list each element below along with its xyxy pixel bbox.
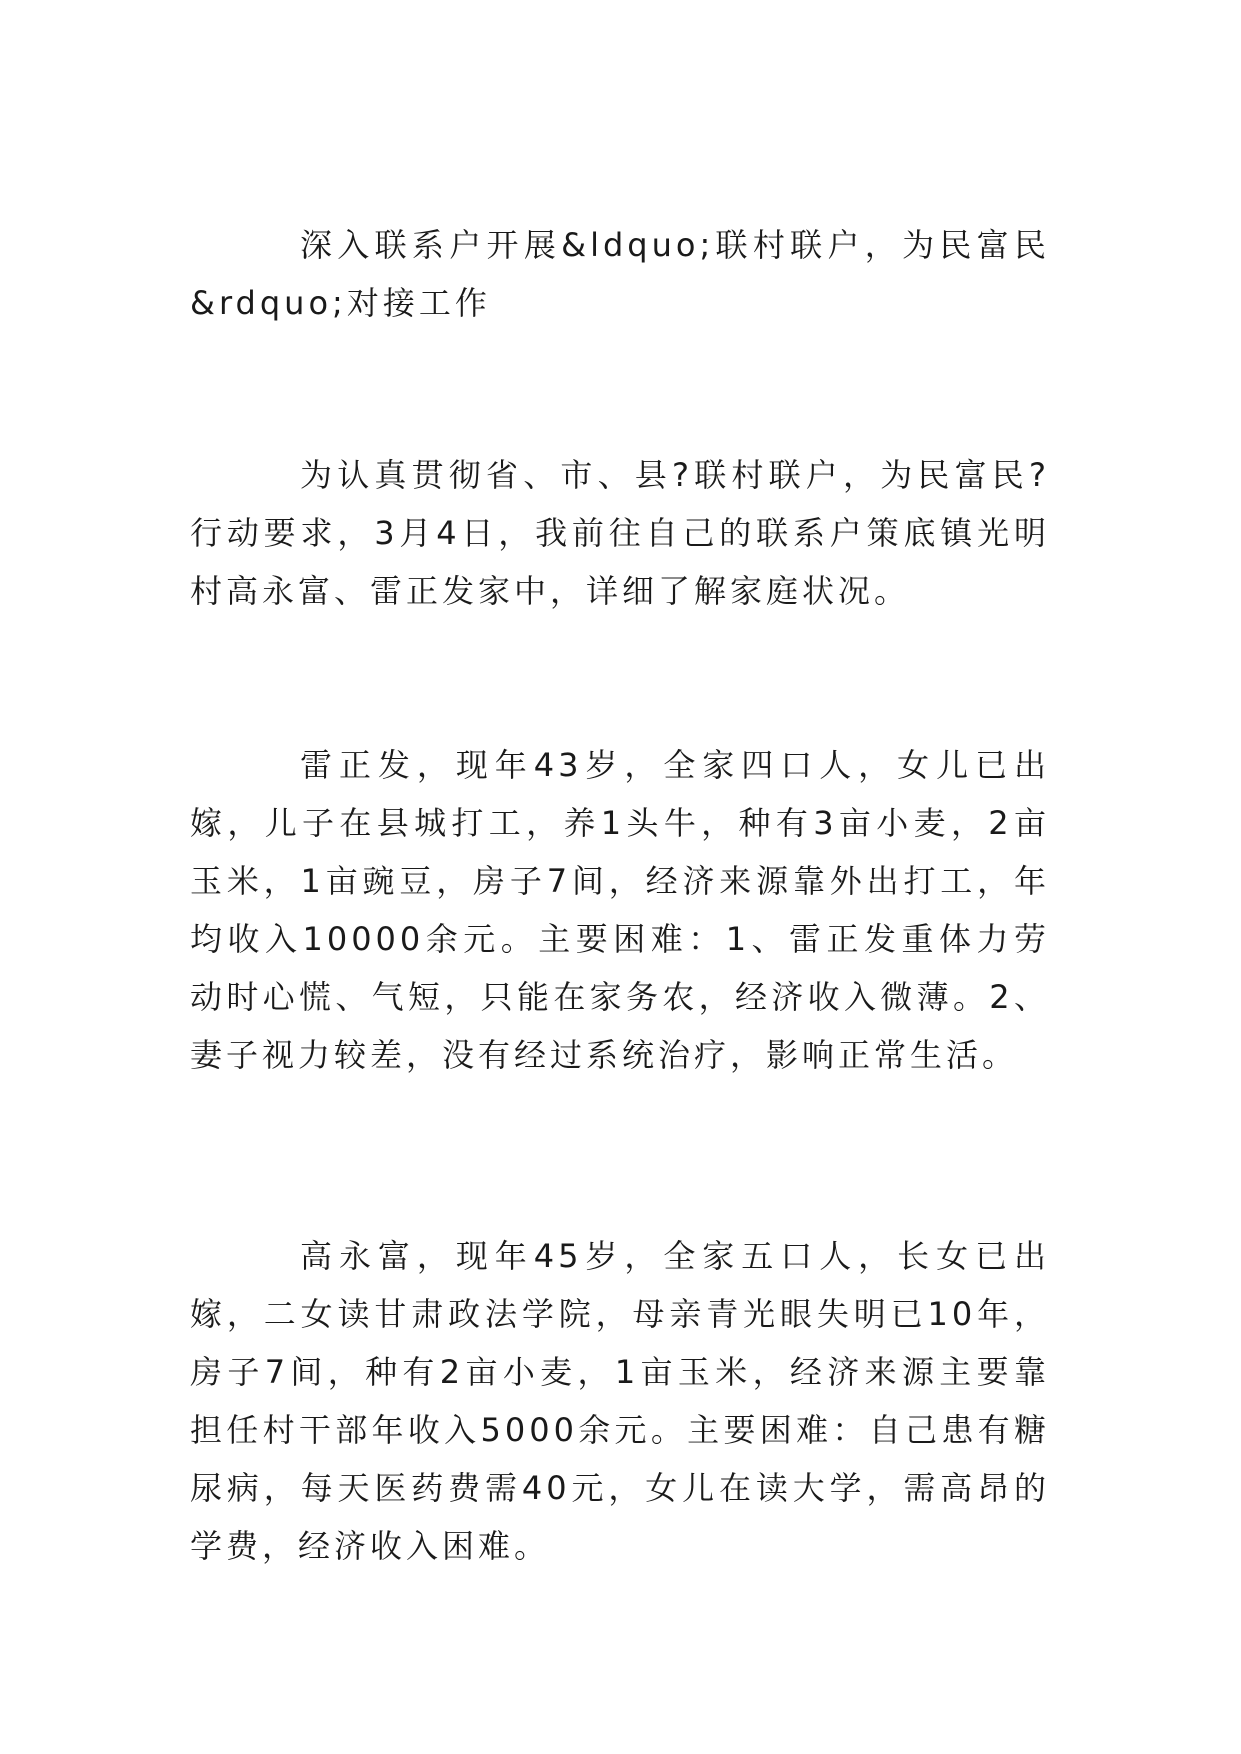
household-lei-paragraph: 雷正发，现年43岁，全家四口人，女儿已出嫁，儿子在县城打工，养1头牛，种有3亩小麦，2亩玉米，1亩豌豆，房子7间，经济来源靠外出打工，年均收入10000余元。主要困难：1、雷正发重体力劳动时心慌、气短，只能在家务农，经济收入微薄。2、妻子视力较差，没有经过系统治疗，影响正常生活。 (190, 746, 1050, 1074)
title-paragraph: 深入联系户开展&ldquo;联村联户，为民富民&rdquo;对接工作 (190, 226, 1050, 322)
household-gao-paragraph: 高永富，现年45岁，全家五口人，长女已出嫁，二女读甘肃政法学院，母亲青光眼失明已10年，房子7间，种有2亩小麦，1亩玉米，经济来源主要靠担任村干部年收入5000余元。主要困难：自己患有糖尿病，每天医药费需40元，女儿在读大学，需高昂的学费，经济收入困难。 (190, 1237, 1050, 1565)
intro-paragraph: 为认真贯彻省、市、县?联村联户，为民富民?行动要求，3月4日，我前往自己的联系户策底镇光明村高永富、雷正发家中，详细了解家庭状况。 (190, 456, 1050, 610)
